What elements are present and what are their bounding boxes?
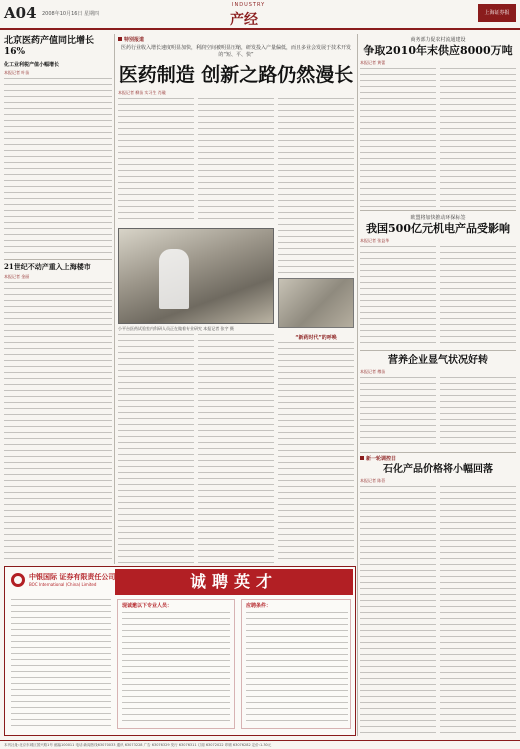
right-byline-1: 本报记者 黄蕾 <box>360 60 386 65</box>
section-divider <box>360 452 516 453</box>
ad-requirements-box <box>241 599 351 729</box>
feature-column-4 <box>118 334 194 564</box>
feature-byline: 本报记者 柳苗 实习生 肖璇 <box>118 90 166 95</box>
photo-caption: 小平台医药试验室内科研人员正在做着专业研究 本报记者 张宇 摄 <box>118 326 234 331</box>
right-byline-4: 本报记者 陈蓓 <box>360 478 386 483</box>
ad-bank-name: 中银国际 证券有限责任公司 <box>29 572 116 581</box>
left-byline: 本报记者 叶苗 <box>4 70 30 75</box>
paper-logo: 上海证券报 <box>478 4 516 22</box>
right-tag-2: 欧盟将加快推动环保标签 <box>410 215 466 221</box>
right-byline-3: 本报记者 傅苗 <box>360 369 386 374</box>
lab-photo <box>118 228 274 324</box>
feature-headline: 医药制造 创新之路仍然漫长 <box>118 64 354 86</box>
feature-subhead-2: “新药时代”的呼唤 <box>295 335 337 341</box>
right-headline-3: 营养企业显气状况好转 <box>388 355 488 366</box>
right-article-4-col-2 <box>440 486 516 736</box>
feature-column-1 <box>118 98 194 224</box>
right-article-1-col-1 <box>360 68 436 208</box>
feature-column-2 <box>198 98 274 224</box>
section-divider <box>360 350 516 351</box>
left-second-byline: 本报记者 金丽 <box>4 274 30 279</box>
right-article-3-col-1 <box>360 377 436 449</box>
right-byline-2: 本报记者 张益华 <box>360 238 390 243</box>
feature-column-5 <box>198 334 274 564</box>
section-divider <box>4 259 112 260</box>
left-subhead: 化工业利税产值小幅增长 <box>4 62 60 68</box>
column-divider <box>357 34 358 736</box>
right-article-2-col-2 <box>440 246 516 346</box>
right-headline-2: 我国500亿元机电产品受影响 <box>366 222 510 235</box>
right-article-2-col-1 <box>360 246 436 346</box>
ad-bank-name-en: BOC International (China) Limited <box>29 582 97 587</box>
page-number: A04 <box>4 4 37 22</box>
right-headline-1: 争取2010年末供应8000万吨 <box>363 44 513 57</box>
right-article-3-col-2 <box>440 377 516 449</box>
left-article-body <box>4 78 112 258</box>
right-tag-3: 新一轮调控日 <box>360 455 396 462</box>
footer: 本刊社址:北京东城区国兴路1号 邮编100011 电话:新闻热线63070033 通讯 63073228 广告 63076329 发行 63076311 订阅 63072022 印刷 63076282 定价:1.30元 <box>0 740 520 749</box>
recruitment-ad <box>4 566 356 736</box>
left-second-headline: 21世纪不动产重入上海楼市 <box>4 262 91 271</box>
section-tag-en: INDUSTRY <box>232 2 266 8</box>
right-headline-4: 石化产品价格将小幅回落 <box>383 464 493 475</box>
section-divider <box>360 210 516 211</box>
right-tag-1: 商务部力促农村流通建设 <box>410 37 466 43</box>
feature-column-3 <box>278 98 354 274</box>
column-divider <box>114 34 115 564</box>
right-article-4-col-1 <box>360 486 436 736</box>
issue-date: 2008年10月16日 星期四 <box>42 11 100 17</box>
ad-intro-text <box>11 599 111 729</box>
researcher-figure <box>159 249 189 309</box>
masthead <box>0 0 520 30</box>
ad-positions-list <box>122 612 230 724</box>
ad-requirements-list <box>246 612 348 724</box>
left-headline: 北京医药产值同比增长16% <box>4 36 95 57</box>
ad-positions-box <box>117 599 235 729</box>
section-title: 产经 <box>230 12 258 28</box>
feature-column-6 <box>278 342 354 564</box>
secondary-photo <box>278 278 354 328</box>
right-article-1-col-2 <box>440 68 516 208</box>
feature-tag: 特别报道 <box>118 36 144 43</box>
left-second-article-body <box>4 282 112 560</box>
bank-logo-icon <box>11 573 25 587</box>
ad-requirements-title: 应聘条件： <box>246 603 272 609</box>
feature-subhead: 医药行业收入增长速度明显加快，利润空间被明显压缩，研发投入产量偏低，而且多业会发展于技术开发的“短、平、快” <box>120 45 351 58</box>
ad-positions-title: 现诚邀以下专业人员： <box>122 603 173 609</box>
ad-banner: 诚聘英才 <box>115 569 353 595</box>
